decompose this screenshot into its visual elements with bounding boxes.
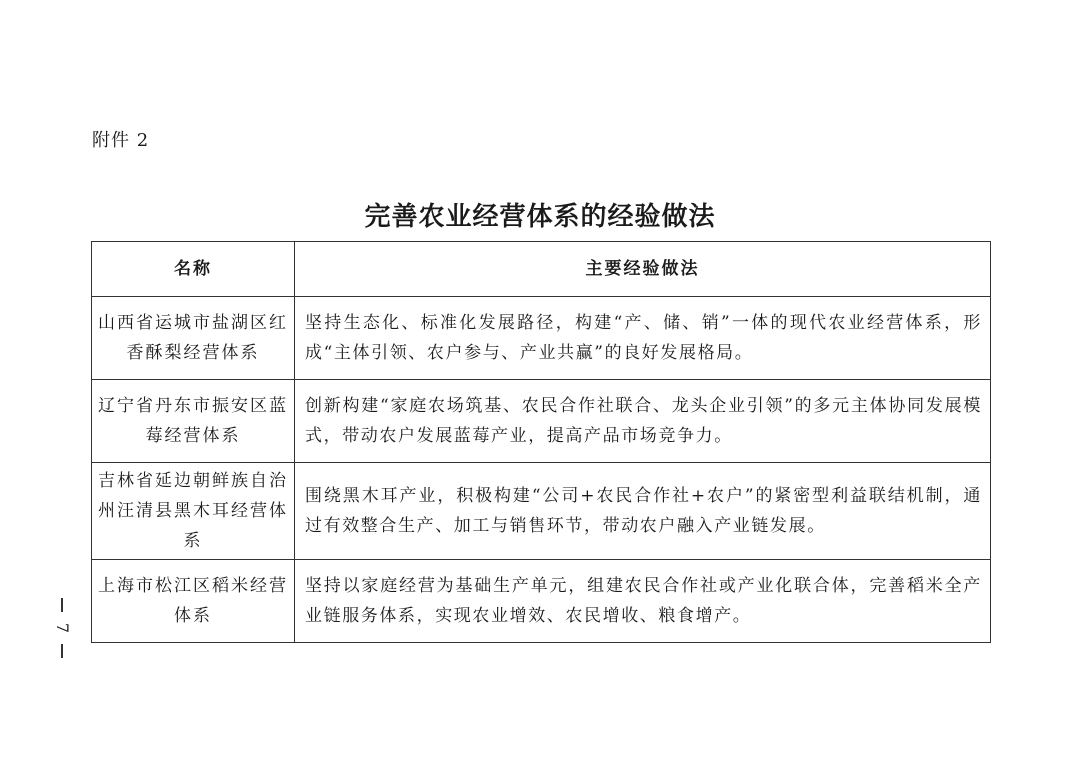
page-number-dash-top (61, 598, 63, 612)
document-title: 完善农业经营体系的经验做法 (364, 202, 716, 232)
row-name: 吉林省延边朝鲜族自治州汪清县黑木耳经营体系 (92, 463, 295, 560)
row-practice: 坚持生态化、标准化发展路径，构建“产、储、销”一体的现代农业经营体系，形成“主体引领、农户参与、产业共赢”的良好发展格局。 (295, 297, 991, 380)
row-name: 上海市松江区稻米经营体系 (92, 560, 295, 643)
table-row (92, 297, 991, 380)
table-header-row (92, 242, 991, 297)
page-number (52, 598, 72, 660)
header-practice: 主要经验做法 (295, 242, 991, 297)
practice-table (91, 241, 991, 643)
row-practice: 围绕黑木耳产业，积极构建“公司+农民合作社+农户”的紧密型利益联结机制，通过有效整合生产、加工与销售环节，带动农户融入产业链发展。 (295, 463, 991, 560)
page-number-dash-bottom (61, 644, 63, 658)
row-practice: 创新构建“家庭农场筑基、农民合作社联合、龙头企业引领”的多元主体协同发展模式，带动农户发展蓝莓产业，提高产品市场竞争力。 (295, 380, 991, 463)
page-number-value: 7 (53, 622, 72, 634)
row-practice: 坚持以家庭经营为基础生产单元，组建农民合作社或产业化联合体，完善稻米全产业链服务体系，实现农业增效、农民增收、粮食增产。 (295, 560, 991, 643)
table-row (92, 463, 991, 560)
row-name: 山西省运城市盐湖区红香酥梨经营体系 (92, 297, 295, 380)
table-row (92, 380, 991, 463)
attachment-label: 附件 2 (92, 130, 150, 151)
table-row (92, 560, 991, 643)
row-name: 辽宁省丹东市振安区蓝莓经营体系 (92, 380, 295, 463)
header-name: 名称 (92, 242, 295, 297)
